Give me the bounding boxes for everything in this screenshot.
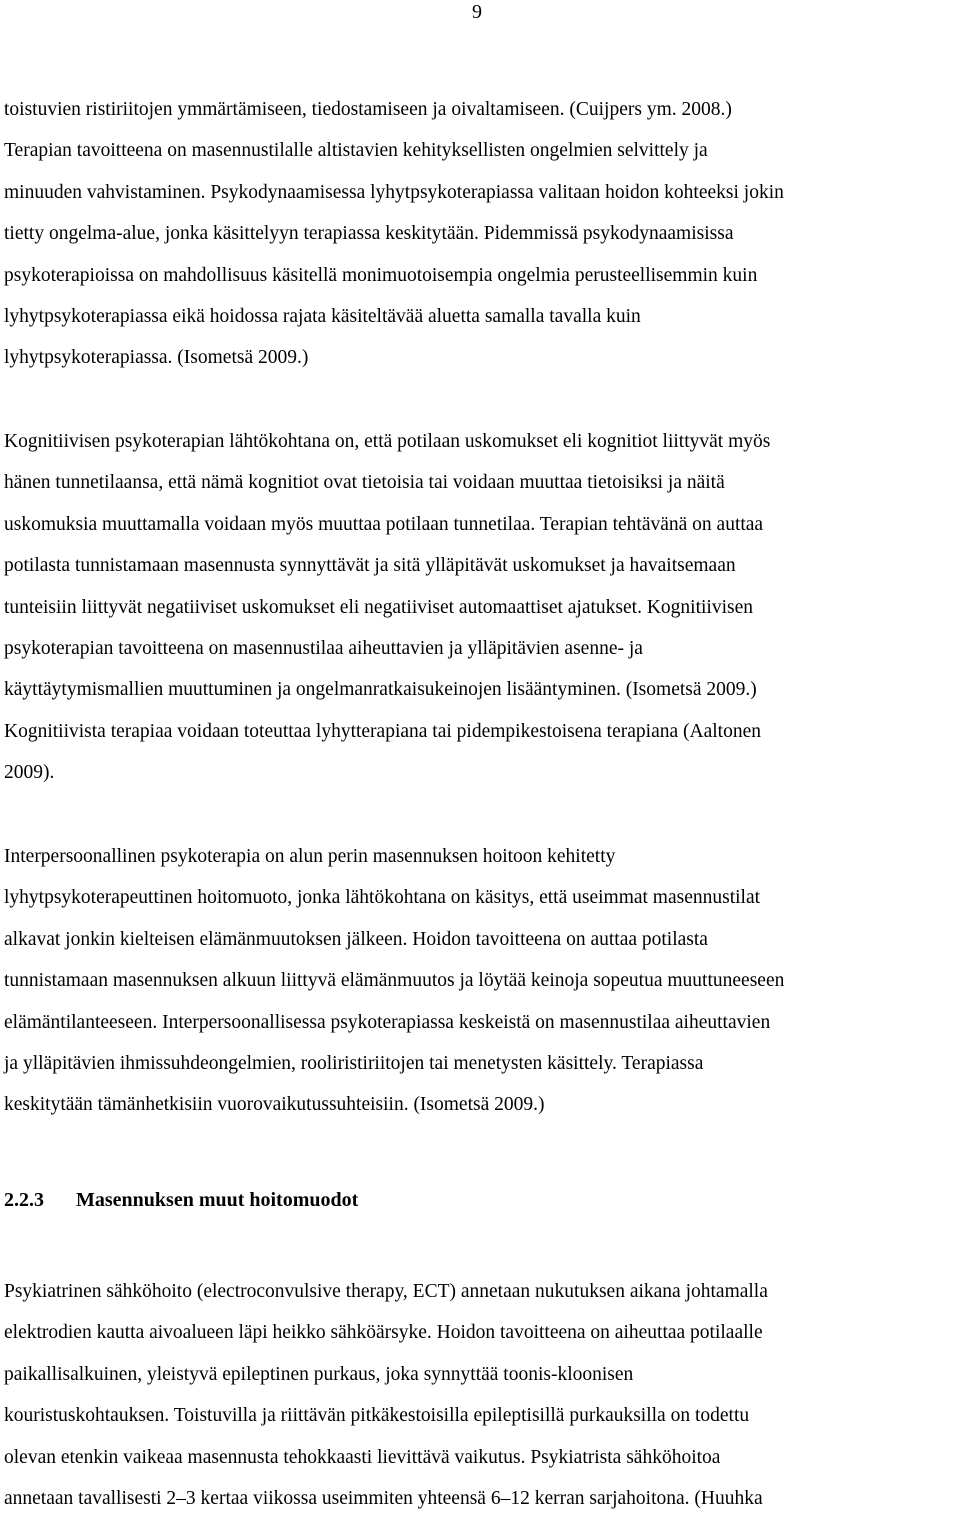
text-line: elektrodien kautta aivoalueen läpi heikko sähköärsyke. Hoidon tavoitteena on aiheuttaa potilaalle [4,1322,763,1344]
text-line: lyhytpsykoterapiassa. (Isometsä 2009.) [4,347,309,369]
paragraph-psychodynamic [4,89,784,379]
text-line: lyhytpsykoterapiassa eikä hoidossa rajata käsiteltävää aluetta samalla tavalla kuin [4,306,641,328]
text-line: toistuvien ristiriitojen ymmärtämiseen, tiedostamiseen ja oivaltamiseen. (Cuijpers ym. 2008.) [4,99,732,120]
text-line: Psykiatrinen sähköhoito (electroconvulsive therapy, ECT) annetaan nukutuksen aikana johtamalla [4,1281,768,1302]
text-line: alkavat jonkin kielteisen elämänmuutoksen jälkeen. Hoidon tavoitteena on auttaa potilasta [4,928,708,950]
text-line: kouristuskohtauksen. Toistuvilla ja riittävän pitkäkestoisilla epileptisillä purkauksilla on todettu [4,1405,750,1427]
text-line: tunnistamaan masennuksen alkuun liittyvä elämänmuutos ja löytää keinoja sopeutua muuttuneeseen [4,970,785,992]
text-line: minuuden vahvistaminen. Psykodynaamisessa lyhytpsykoterapiassa valitaan hoidon kohteeksi jokin [4,181,784,203]
page-number: 9 [472,1,482,23]
text-line: potilasta tunnistamaan masennusta synnyttävät ja sitä ylläpitävät uskomukset ja havaitsemaan [4,555,736,577]
section-heading [4,1180,358,1221]
paragraph-cognitive [4,421,770,794]
text-line: lyhytpsykoterapeuttinen hoitomuoto, jonka lähtökohtana on käsitys, että useimmat masennustilat [4,887,761,909]
text-line: psykoterapian tavoitteena on masennustilaa aiheuttavien ja ylläpitävien asenne- ja [4,638,643,660]
section-number: 2.2.3 [4,1189,44,1211]
text-line: keskitytään tämänhetkisiin vuorovaikutussuhteisiin. (Isometsä 2009.) [4,1094,545,1116]
text-line: Kognitiivisen psykoterapian lähtökohtana on, että potilaan uskomukset eli kognitiot liittyvät myös [4,431,771,452]
text-line: tietty ongelma-alue, jonka käsittelyyn terapiassa keskitytään. Pidemmissä psykodynaamisissa [4,223,734,245]
text-line: käyttäytymismallien muuttuminen ja ongelmanratkaisukeinojen lisääntyminen. (Isometsä 2009.) [4,679,757,701]
section-title: Masennuksen muut hoitomuodot [76,1189,359,1211]
text-line: elämäntilanteeseen. Interpersoonallisessa psykoterapiassa keskeistä on masennustilaa aiheuttavien [4,1011,771,1033]
text-line: Kognitiivista terapiaa voidaan toteuttaa lyhytterapiana tai pidempikestoisena terapiana (Aaltonen [4,720,761,742]
text-line: 2009). [4,762,55,784]
text-line: uskomuksia muuttamalla voidaan myös muuttaa potilaan tunnetilaa. Terapian tehtävänä on auttaa [4,513,764,535]
text-line: Terapian tavoitteena on masennustilalle altistavien kehityksellisten ongelmien selvittely ja [4,140,708,162]
text-line: Interpersoonallinen psykoterapia on alun perin masennuksen hoitoon kehitetty [4,846,616,867]
text-line: ja ylläpitävien ihmissuhdeongelmien, rooliristiriitojen tai menetysten käsittely. Terapiassa [4,1053,704,1075]
text-line: hänen tunnetilaansa, että nämä kognitiot ovat tietoisia tai voidaan muuttaa tietoisiksi ja näitä [4,472,725,494]
paragraph-ect [4,1271,768,1519]
text-line: paikallisalkuinen, yleistyvä epileptinen purkaus, joka synnyttää toonis-kloonisen [4,1363,634,1385]
text-line: annetaan tavallisesti 2–3 kertaa viikossa useimmiten yhteensä 6–12 kerran sarjahoitona. (Huuhka [4,1488,763,1510]
text-line: tunteisiin liittyvät negatiiviset uskomukset eli negatiiviset automaattiset ajatukset. Kognitiivisen [4,596,753,618]
text-line: psykoterapioissa on mahdollisuus käsitellä monimuotoisempia ongelmia perusteellisemmin kuin [4,264,758,286]
text-line: olevan etenkin vaikeaa masennusta tehokkaasti lievittävä vaikutus. Psykiatrista sähköhoitoa [4,1446,721,1468]
paragraph-interpersonal [4,836,784,1126]
